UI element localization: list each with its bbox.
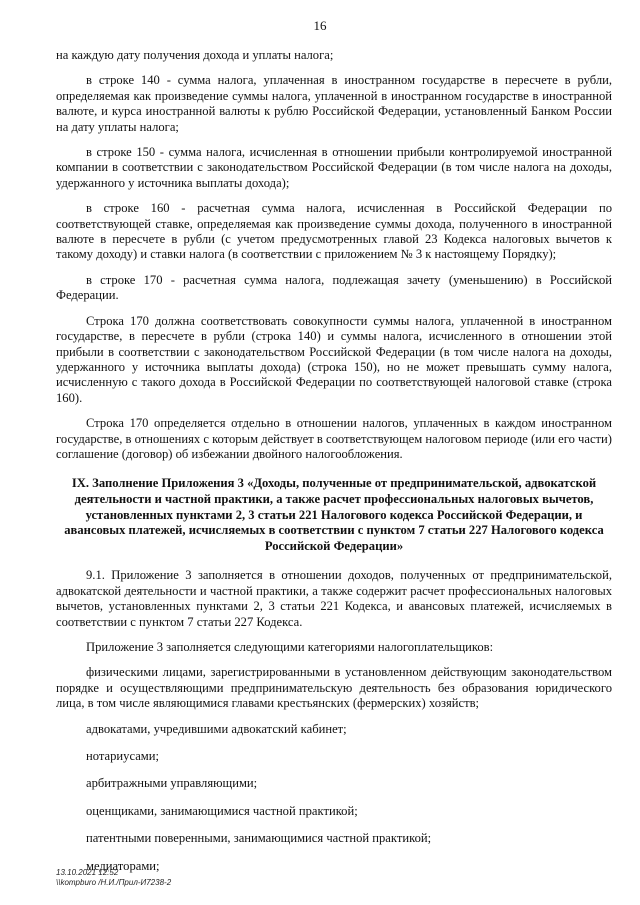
paragraph: в строке 170 - расчетная сумма налога, подлежащая зачету (уменьшению) в Российской Федерации. <box>56 272 612 303</box>
document-body <box>56 48 612 886</box>
footer-doc-ref: \\kompburo /Н.И./Прил-И7238-2 <box>56 878 172 887</box>
list-item: арбитражными управляющими; <box>86 776 258 791</box>
list-item: медиаторами; <box>86 858 160 873</box>
paragraph: в строке 160 - расчетная сумма налога, исчисленная в Российской Федерации по соответствующей ставке, определяемая как произведение суммы дохода, полученного в иностранной валюте в пересчете в рубли (с учетом предусмотренных главой 23 Кодекса налоговых вычетов к такому доходу) и ставки налога (в соответствии с приложением № 3 к настоящему Порядку); <box>56 201 612 262</box>
list-item: адвокатами, учредившими адвокатский кабинет; <box>86 721 347 736</box>
paragraph: Строка 170 должна соответствовать совокупности суммы налога, уплаченной в иностранном государстве, в пересчете в рубли (строка 140) и суммы налога, исчисленного в отношении этой прибыли в соответствии с законодательством Российской Федерации (в том числе налога на доходы, удержанного у источника выплаты дохода) (строка 150), но не может превышать сумму налога, исчисленную с такого дохода в Российской Федерации по соответствующей налоговой ставке (строка 160). <box>56 313 612 405</box>
page-number: 16 <box>313 18 327 33</box>
list-item: патентными поверенными, занимающимися частной практикой; <box>86 831 432 846</box>
paragraph: физическими лицами, зарегистрированными в установленном действующим законодательством порядке и осуществляющими предпринимательскую деятельность без образования юридического лица, в том числе являющимися главами крестьянских (фермерских) хозяйств; <box>56 665 612 711</box>
list-item: оценщиками, занимающимися частной практикой; <box>86 803 358 818</box>
paragraph: Приложение 3 заполняется следующими категориями налогоплательщиков: <box>86 639 494 654</box>
paragraph: Строка 170 определяется отдельно в отношении налогов, уплаченных в каждом иностранном государстве, в отношениях с которым действует в соответствующем налоговом периоде (или его части) соглашение (договор) об избежании двойного налогообложения. <box>56 416 612 461</box>
section-heading: IX. Заполнение Приложения 3 «Доходы, полученные от предпринимательской, адвокатской деятельности и частной практики, а также расчет профессиональных налоговых вычетов, установленных пунктами 2, 3 статьи 221 Налогового кодекса Российской Федерации, и авансовых платежей, исчисляемых в соответствии с пунктом 7 статьи 227 Налогового кодекса Российской Федерации» <box>64 476 604 553</box>
paragraph: в строке 150 - сумма налога, исчисленная в отношении прибыли контролируемой иностранной компании в соответствии с законодательством Российской Федерации (в том числе налога на доходы, удержанного у источника выплаты дохода); <box>56 145 612 190</box>
footer <box>56 868 171 888</box>
footer-date: 13.10.2021 12:52 <box>56 868 119 877</box>
paragraph: на каждую дату получения дохода и уплаты налога; <box>56 48 334 62</box>
list-item: нотариусами; <box>86 748 159 763</box>
paragraph: в строке 140 - сумма налога, уплаченная в иностранном государстве в пересчете в рубли, определяемая как произведение суммы налога, уплаченной в иностранном государстве в иностранной валюте, и курса иностранной валюты к рублю Российской Федерации, установленный Банком России на дату уплаты налога; <box>56 73 612 134</box>
paragraph: 9.1. Приложение 3 заполняется в отношении доходов, полученных от предпринимательской, адвокатской деятельности и частной практики, а также содержит расчет профессиональных налоговых вычетов, установленных пунктами 2, 3 статьи 221 Кодекса, и авансовых платежей, исчисляемых в соответствии с пунктом 7 статьи 227 Кодекса. <box>56 568 612 629</box>
